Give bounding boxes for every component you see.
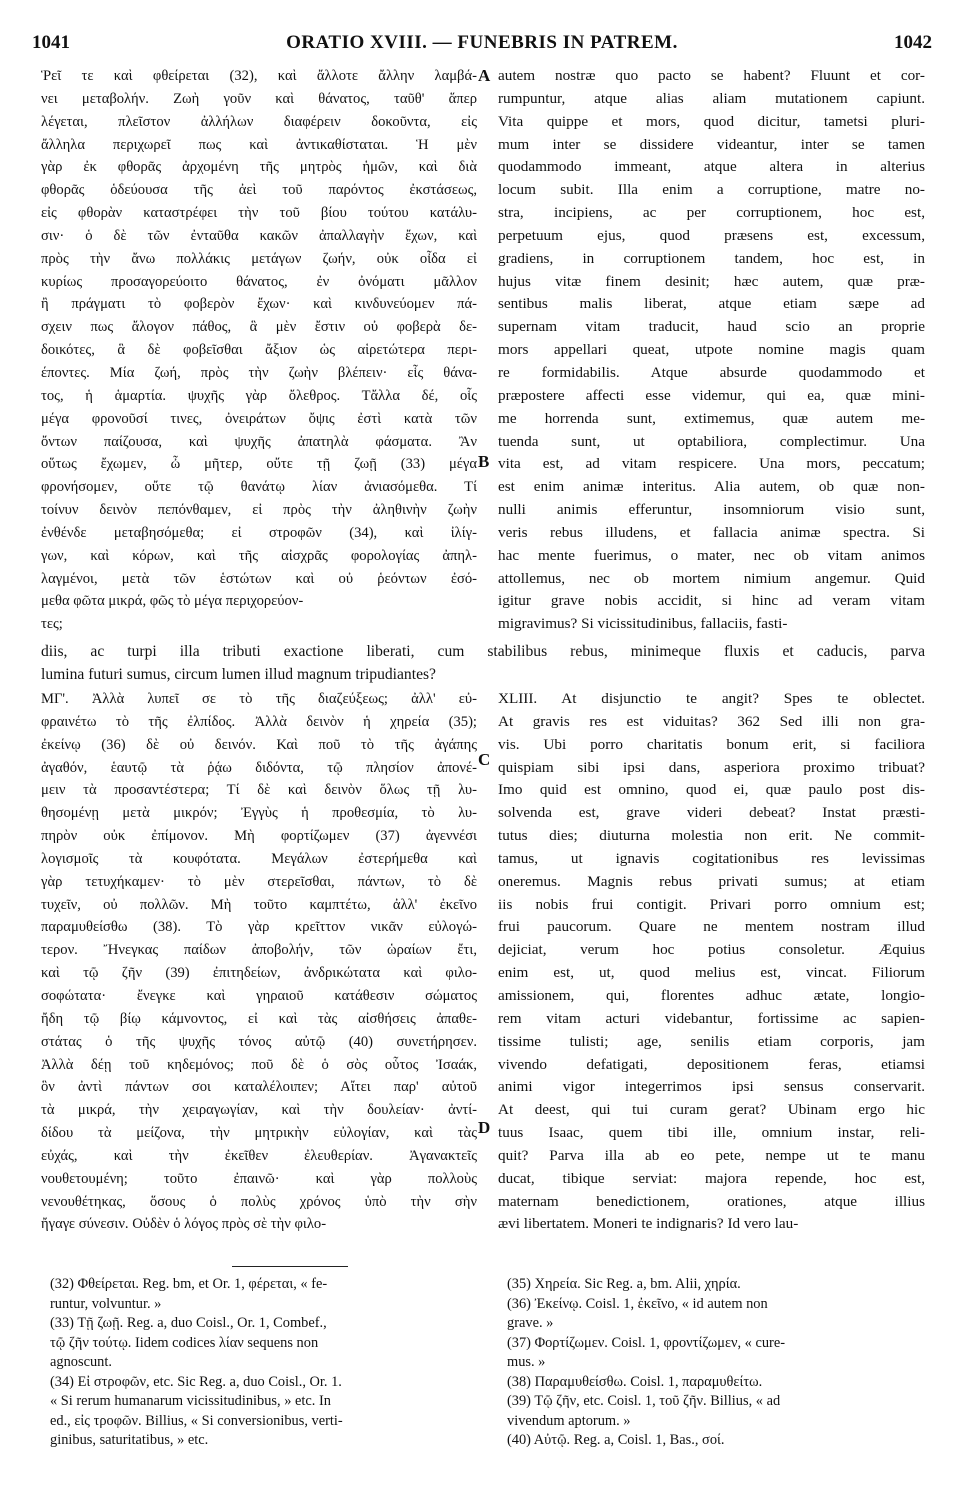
- greek-text-line: πηρὸν οὐκ ἐπίμονον. Μὴ φορτίζωμεν (37) ἀγεννέσι: [41, 828, 477, 845]
- latin-text-line: nulli animis efferuntur, insomniorum visio sunt,: [498, 501, 925, 519]
- latin-text-line: tissime tulisti; age, senilis etiam corporis, jam: [498, 1032, 925, 1050]
- greek-text-line: φρονήσομεν, οὔτε τῷ θανάτῳ λίαν ἀνιασόμεθα. Τί: [41, 479, 477, 496]
- footnote-line: runtur, volvuntur. »: [50, 1295, 162, 1312]
- running-header: [32, 32, 932, 56]
- greek-text-line: ἐνθένδε μεταβησόμεθα; εἰ στροφῶν (34), καὶ ἰλίγ-: [41, 524, 477, 541]
- margin-marker-c: C: [478, 750, 491, 769]
- footnote-line: ginibus, saturitatibus, » etc.: [50, 1432, 209, 1448]
- greek-text-line: ἤγαγε σύνεσιν. Οὐδὲν ὁ λόγος πρὸς σὲ τὴν φιλο-: [41, 1216, 327, 1233]
- greek-text-line: δοικότες, ἃ δὲ φοβεῖσθαι ἄξιον ὡς αἱρετώτερα περι-: [41, 342, 477, 359]
- latin-text-line: tuenda sunt, ut optabiliora, complectimur. Una: [498, 432, 925, 450]
- page-number-left: 1041: [32, 32, 70, 53]
- running-title: ORATIO XVIII. — FUNEBRIS IN PATREM.: [286, 32, 678, 53]
- latin-text-line: iis nobis frui contigit. Privari porro omnium est;: [498, 895, 925, 913]
- footnote-line: (32) Φθείρεται. Reg. bm, et Or. 1, φέρεται, « fe-: [50, 1276, 328, 1292]
- greek-text-line: ΜΓ'. Ἀλλὰ λυπεῖ σε τὸ τῆς διαζεύξεως; ἀλλ' εὐ-: [41, 691, 477, 707]
- greek-text-line: γὰρ ἐκ φθορᾶς ἀρχομένη τῆς μητρὸς ἡμῶν, καὶ διὰ: [41, 159, 477, 176]
- greek-text-line: νενουθέτηκας, ὅσους ὁ πολὺς χρόνος ὑπὸ τὴν σὴν: [41, 1193, 477, 1210]
- footnote-line: τῷ ζῆν τούτῳ. Iidem codices λίαν sequens non: [50, 1334, 319, 1351]
- latin-text-line: sentibus malis liberat, atque etiam sæpe ad: [498, 295, 925, 313]
- latin-text-line: quodammodo immeant, atque altera in alterius: [498, 158, 925, 176]
- footnote-line: (36) Ἐκείνῳ. Coisl. 1, ἐκεῖνο, « id autem non: [507, 1295, 768, 1312]
- page-number-right: 1042: [894, 32, 932, 53]
- latin-text-line: stra, incipiens, ac per corruptionem, hoc est,: [498, 204, 925, 222]
- greek-text-line: τυχεῖν, οὐ πολλῶν. Μὴ τοῦτο καμπτέτω, ἀλλ' ἐκεῖνο: [41, 896, 477, 913]
- latin-text-line: præpostere affecti esse videmur, qui ea, quæ mini-: [498, 386, 925, 404]
- footnote-line: (40) Αὐτῷ. Reg. a, Coisl. 1, Bas., σοί.: [507, 1432, 725, 1448]
- greek-text-line: στάτας ὁ τῆς ψυχῆς τόνος αὐτῷ (40) συνετήρησεν.: [41, 1033, 477, 1050]
- greek-text-line: λογισμοῖς τὰ κουφότατα. Μεγάλων ἐστερήμεθα καὶ: [41, 850, 477, 867]
- greek-text-line: παραμυθείσθω (38). Τὸ γὰρ κρεῖττον νικᾶν εὐλογώ-: [41, 919, 477, 936]
- greek-text-line: γων, καὶ κόρων, καὶ τῆς αἰσχρᾶς φορολογίας ἀπηλ-: [41, 547, 477, 564]
- latin-text-line: hac mente fuerimus, o mater, nec ob vitam animos: [498, 546, 925, 564]
- footnote-line: (35) Χηρεία. Sic Reg. a, bm. Alii, χηρία.: [507, 1276, 741, 1292]
- greek-text-line: λέγεται, πλεῖστον ἀλλήλων διαφέρειν δοκοῦντα, εἰς: [41, 113, 477, 130]
- latin-text-line: Imo quid est omnino, quod ei, quæ paulo post dis-: [498, 781, 925, 799]
- latin-text-line: quispiam sibi ipsi dans, asperiora proximo tribuat?: [498, 758, 925, 776]
- full-width-lines: [41, 640, 925, 686]
- latin-text-line: XLIII. At disjunctio te angit? Spes te oblectet.: [498, 690, 925, 707]
- footnote-line: grave. »: [507, 1315, 554, 1331]
- latin-text-line: lumina futuri sumus, circum lumen illud magnum tripudiantes?: [41, 666, 436, 683]
- latin-text-line: frui paucorum. Quare ne mentem nostram illud: [498, 918, 925, 936]
- latin-text-line: oneremus. Magnis rebus privati sumus; at etiam: [498, 872, 925, 890]
- greek-text-line: Ἀλλὰ δέῃ τοῦ κηδεμόνος; ποῦ δὲ ὁ σὸς οὗτος Ἰσαάκ,: [41, 1056, 477, 1073]
- greek-text-line: ἄλληλα περιχωρεῖ πως καὶ ἀντικαθίσταται. Ἡ μὲν: [41, 136, 477, 153]
- greek-text-line: σιν· ὁ δὲ τῶν ἐνταῦθα κακῶν ἀπαλλαγὴν ἔχων, καὶ: [41, 227, 477, 244]
- latin-column-top: [498, 65, 925, 636]
- latin-text-line: me horrenda sunt, extimemus, quæ autem me-: [498, 409, 925, 427]
- footnote-line: « Si rerum humanarum vicissitudinibus, » etc. In: [50, 1393, 331, 1409]
- footnotes-right: [507, 1275, 932, 1451]
- latin-text-line: enim est, ut, quod melius est, vincat. Filiorum: [498, 964, 925, 982]
- footnote-line: mus. »: [507, 1354, 546, 1370]
- greek-text-line: σοφώτατα· ἔνεγκε καὶ γηραιοῦ κατάθεσιν σώματος: [41, 987, 477, 1004]
- latin-text-line: tutus dies; diuturna molestia non erit. Ne commit-: [498, 827, 925, 845]
- greek-column-top: [41, 65, 477, 636]
- latin-text-line: locum subit. Illa enim a corruptione, matre no-: [498, 181, 925, 199]
- latin-text-line: maternam benedictionem, orationes, atque illius: [498, 1192, 925, 1210]
- latin-text-line: solvenda est, grave videri debeat? Instat præsti-: [498, 804, 925, 822]
- latin-text-line: At deest, qui tui curam gerat? Ubinam ergo hic: [498, 1101, 925, 1119]
- greek-text-line: φθορᾶς ὁδεύουσα τῆς ἀεὶ τοῦ παρόντος ἐκστάσεως,: [41, 182, 477, 199]
- greek-text-line: τερον. Ἤνεγκας παίδων ἀποβολήν, τῶν ὡραίων ἔτι,: [41, 942, 477, 959]
- greek-text-line: ἐκείνῳ (36) δὲ οὐ δεινόν. Καὶ ποῦ τὸ τῆς ἀγάπης: [41, 736, 477, 753]
- latin-text-line: mum inter se dissidere videantur, inter se tamen: [498, 135, 925, 153]
- latin-text-line: perpetuum ejus, quod præsens est, excessum,: [498, 226, 925, 244]
- latin-text-line: hujus vitæ finem desinit; hæc autem, quæ præ-: [498, 272, 925, 290]
- latin-text-line: quit? Parva illa ab eo pete, nempe ut te manu: [498, 1146, 925, 1164]
- greek-text-line: ὃν ἀντὶ πάντων σοι καταλέλοιπεν; Αἴτει παρ' αὐτοῦ: [41, 1079, 477, 1096]
- greek-text-line: θησομένῃ μετὰ μικρόν; Ἐγγὺς ἡ προθεσμία, τὸ λυ-: [41, 805, 477, 822]
- footnote-line: vivendum aptorum. »: [507, 1412, 631, 1429]
- footnote-line: (33) Τῇ ζωῇ. Reg. a, duo Coisl., Or. 1, Combef.,: [50, 1315, 327, 1331]
- latin-text-line: mors appellari queat, utpote nomine magis quam: [498, 341, 925, 359]
- latin-text-line: vita est, ad vitam respicere. Una mors, peccatum;: [498, 455, 925, 473]
- margin-marker-b: B: [478, 452, 490, 471]
- greek-text-line: έποντες. Μία ζωή, πρὸς τὴν ζωὴν βλέπειν· εἷς θάνα-: [41, 364, 477, 381]
- greek-text-line: ἢ πράγματι τὸ φοβερὸν ἔχων· καὶ κινδυνεύομεν πά-: [41, 296, 477, 313]
- latin-text-line: attollemus, nec ob mortem nimium angemur. Quid: [498, 569, 925, 587]
- latin-text-line: amissionem, qui, florentes adhuc ætate, longio-: [498, 986, 925, 1004]
- footnote-line: (34) Εἰ στροφῶν, etc. Sic Reg. a, duo Coisl., Or. 1.: [50, 1373, 342, 1390]
- footnote-line: (39) Τῷ ζῆν, etc. Coisl. 1, τοῦ ζῆν. Billius, « ad: [507, 1393, 781, 1409]
- latin-text-line: vis. Ubi porro charitatis bonum erit, si faciliora: [498, 735, 925, 753]
- margin-marker-d: D: [478, 1118, 491, 1137]
- greek-text-line: εὐχάς, καὶ τὴν ἐκεῖθεν ἐλευθερίαν. Ἀγανακτεῖς: [41, 1147, 477, 1164]
- greek-text-line: τος, ἡ ἁμαρτία. ψυχῆς γὰρ ὄλεθρος. Τἄλλα δέ, οἷς: [41, 387, 477, 404]
- greek-text-line: οὕτως ἔχωμεν, ὦ μῆτερ, οὔτε τῇ ζωῇ (33) μέγα: [41, 456, 477, 473]
- greek-text-line: σχειν πως ἄλογον πάθος, ἃ μὲν ἔστιν οὐ φοβερὰ δε-: [41, 319, 477, 336]
- latin-text-line: migravimus? Si vicissitudinibus, fallaciis, fasti-: [498, 615, 788, 633]
- latin-text-line: autem nostræ quo pacto se habent? Fluunt et cor-: [498, 67, 925, 84]
- latin-text-line: tamus, ut ignavis cogitationibus res levissimas: [498, 849, 925, 867]
- latin-text-line: At gravis res est viduitas? 362 Sed illi non gra-: [498, 712, 925, 730]
- footnotes-left: [50, 1275, 475, 1451]
- latin-text-line: supernam vitam traducit, haud scio an proprie: [498, 318, 925, 336]
- greek-text-line: εἰς φθορὰν καταστρέφει τὴν τοῦ βίου τούτου κατάλυ-: [41, 205, 477, 222]
- latin-text-line: est enim animæ interitus. Alia autem, ob quæ non-: [498, 478, 925, 496]
- greek-text-line: τες;: [41, 616, 63, 633]
- greek-text-line: Ῥεῖ τε καὶ φθείρεται (32), καὶ ἄλλοτε ἄλλην λαμβά-: [41, 68, 477, 84]
- greek-text-line: πρὸς τὴν ἄνω πολλάκις μετάγων ζωήν, οὐκ οἶδα εἰ: [41, 250, 477, 267]
- footnote-line: ed., εἰς τροφῶν. Billius, « Si conversionibus, verti-: [50, 1412, 343, 1429]
- latin-text-line: vivendo defatigati, depositionem feras, etiamsi: [498, 1055, 925, 1073]
- greek-text-line: λαγμένοι, μετὰ τῶν ἑστώτων καὶ οὐ ῥεόντων ἐσό-: [41, 570, 477, 587]
- latin-text-line: igitur grave nobis accidit, si hinc ad veram vitam: [498, 592, 925, 610]
- latin-text-line: rem vitam acturi videbantur, fortissime ac sapien-: [498, 1009, 925, 1027]
- latin-column-bottom: [498, 688, 925, 1236]
- greek-text-line: μειν τὰ προσαντέστερα; Τί δὲ καὶ δεινὸν ὅλως τῇ λυ-: [41, 782, 477, 799]
- footnote-line: (37) Φορτίζωμεν. Coisl. 1, φροντίζωμεν, « cure-: [507, 1334, 786, 1351]
- footnote-line: agnoscunt.: [50, 1354, 112, 1370]
- latin-text-line: veris rebus illudens, et fallacia animæ spectra. Si: [498, 523, 925, 541]
- latin-text-line: Vita quippe et mors, quod dicitur, tametsi pluri-: [498, 112, 925, 130]
- greek-text-line: γὰρ τετυχήκαμεν· τὸ μὲν στερεῖσθαι, πάντων, τὸ δὲ: [41, 873, 477, 890]
- greek-text-line: τὰ μικρά, τὴν χειραγωγίαν, καὶ τὴν δουλείαν· ἀντί-: [41, 1102, 477, 1119]
- greek-text-line: νει μεταβολήν. Ζωὴ γοῦν καὶ θάνατος, ταῦθ' ἅπερ: [41, 90, 477, 107]
- greek-text-line: ἤδη τῷ βίῳ κάμνοντος, εἰ καὶ τὰς αἰσθήσεις ἀπαθε-: [41, 1010, 477, 1027]
- greek-text-line: κυρίως προσαγορεύοιτο θάνατος, ἐν ὀνόματι μᾶλλον: [41, 273, 477, 290]
- latin-text-line: diis, ac turpi illa tributi exactione liberati, cum stabilibus rebus, minimeque fluxis et caducis, parva: [41, 643, 925, 660]
- greek-text-line: νουθετουμένη; τοῦτο ἐπαινῶ· καὶ γὰρ πολλοὺς: [41, 1170, 477, 1187]
- footnote-line: (38) Παραμυθείσθω. Coisl. 1, παραμυθείτω.: [507, 1373, 763, 1390]
- greek-text-line: δίδου τὰ μείζονα, τὴν μητρικὴν εὐλογίαν, καὶ τὰς: [41, 1125, 477, 1142]
- greek-text-line: καὶ τῷ ζῆν (39) ἐπιτηδείων, ἀνδρικώτατα καὶ φιλο-: [41, 965, 477, 982]
- greek-text-line: φραινέτω τὸ τῆς ἐλπίδος. Ἀλλὰ δεινὸν ἡ χηρεία (35);: [41, 713, 477, 730]
- latin-text-line: gradiens, in corruptionem tandem, hoc est, in: [498, 249, 925, 267]
- footnote-rule: [232, 1266, 348, 1267]
- greek-text-line: μέγα φρονοῦσί τινες, ὀνειράτων ὄψις ἐστὶ κατὰ τῶν: [41, 410, 477, 427]
- greek-text-line: μεθα φῶτα μικρά, φῶς τὸ μέγα περιχορεύον-: [41, 593, 304, 610]
- greek-text-line: ἀγαθόν, ἑαυτῷ τὰ ῥᾴω διδόντα, τῷ πλησίον ἀπονέ-: [41, 759, 477, 776]
- latin-text-line: ducat, tibique serviat: majora repende, hoc est,: [498, 1169, 925, 1187]
- margin-marker-a: A: [478, 66, 491, 85]
- latin-text-line: re formidabilis. Atque absurde quodammodo et: [498, 363, 925, 381]
- latin-text-line: rumpuntur, atque alias aliam mutationem capiunt.: [498, 89, 925, 107]
- greek-column-bottom: [41, 688, 477, 1236]
- latin-text-line: animi vigor integerrimos ipsi sensus conservarit.: [498, 1078, 925, 1096]
- greek-text-line: ὄντων παίζουσα, καὶ ψυχῆς ἀπατηλὰ φάσματα. Ἂν: [41, 433, 477, 450]
- latin-text-line: ævi libertatem. Moneri te indignaris? Id vero lau-: [498, 1215, 799, 1233]
- greek-text-line: τοίνυν δεινὸν πεπόνθαμεν, εἰ πρὸς τὴν ἀληθινὴν ζωὴν: [41, 502, 477, 519]
- latin-text-line: tuus Isaac, quem tibi ille, omnium instar, reli-: [498, 1124, 925, 1142]
- latin-text-line: dejiciat, verum hoc potius consoletur. Æquius: [498, 941, 925, 959]
